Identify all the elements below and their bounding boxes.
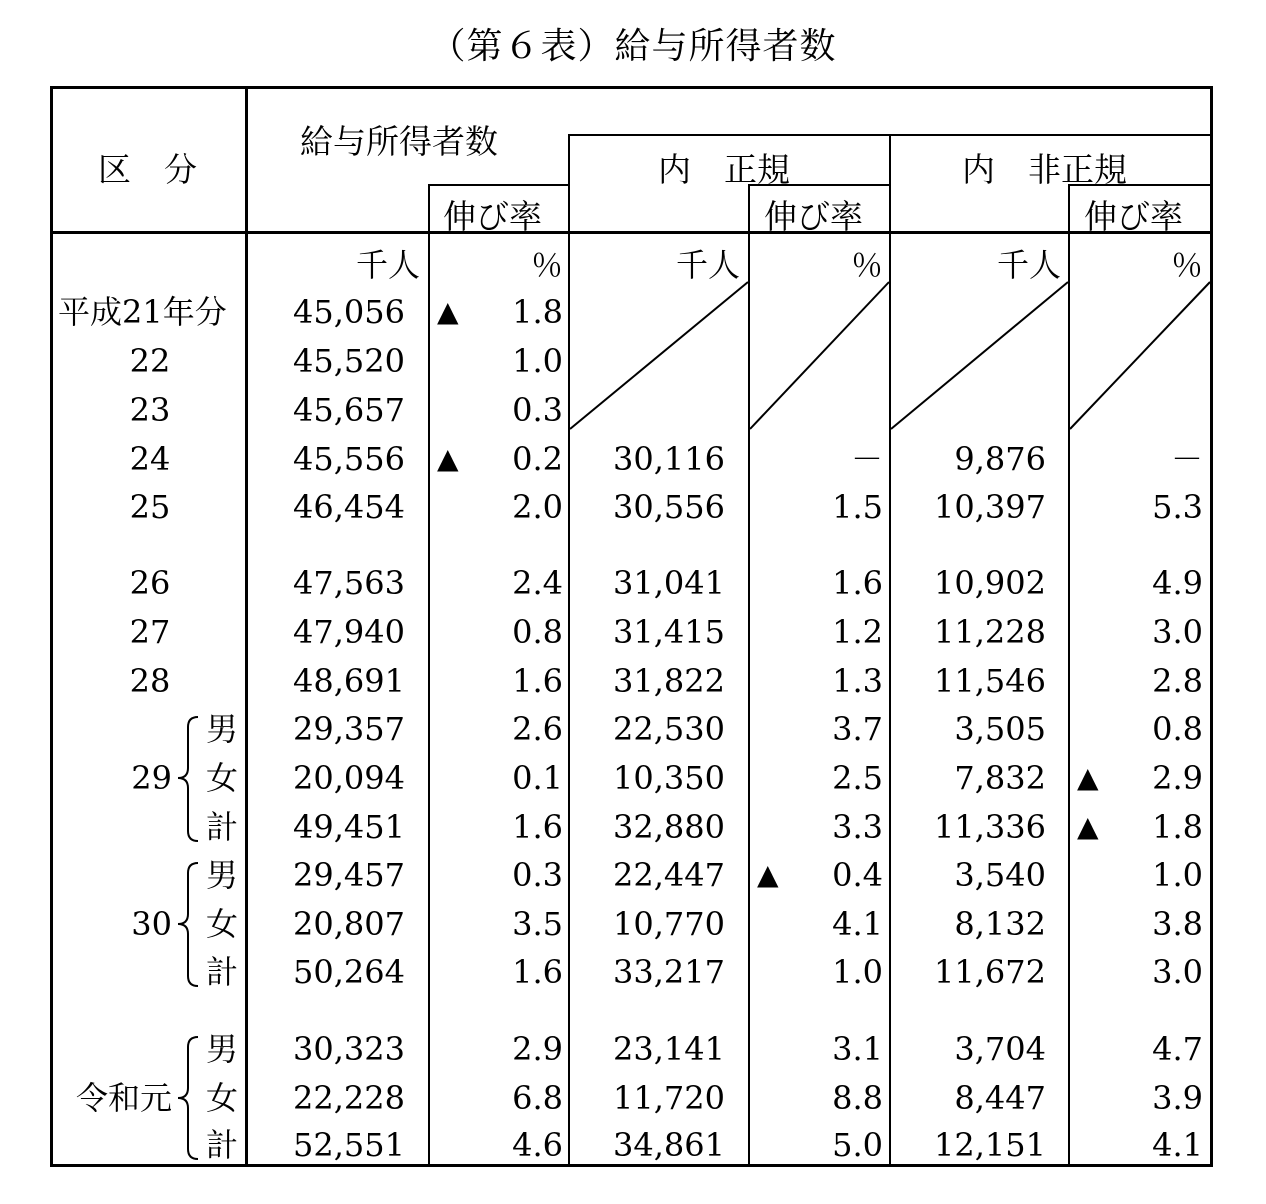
row-label: 22	[129, 342, 171, 380]
cell-nonregular: 10,397	[934, 488, 1046, 526]
negative-triangle-icon: ▲	[437, 295, 459, 328]
unit-nonregular-rate: ％	[1170, 246, 1203, 284]
page-title: （第６表）給与所得者数	[429, 26, 837, 67]
cell-total: 20,807	[293, 905, 405, 943]
brace-icon	[174, 1035, 204, 1161]
cell-total: 20,094	[293, 759, 405, 797]
cell-total-rate: 1.6	[512, 662, 563, 700]
negative-triangle-icon: ▲	[1077, 810, 1099, 843]
cell-nonregular-rate: 5.3	[1152, 488, 1203, 526]
cell-total: 47,563	[293, 564, 405, 602]
cell-nonregular-rate: 2.9	[1152, 759, 1203, 797]
cell-total: 48,691	[293, 662, 405, 700]
cell-nonregular: 10,902	[934, 564, 1046, 602]
cell-nonregular: 11,546	[934, 662, 1046, 700]
cell-total-rate: 0.3	[512, 391, 563, 429]
cell-total: 29,457	[293, 856, 405, 894]
cell-total-rate: 2.4	[512, 564, 563, 602]
negative-triangle-icon: ▲	[437, 442, 459, 475]
header-nonregular: 内 非正規	[962, 150, 1127, 189]
negative-triangle-icon: ▲	[757, 858, 779, 891]
brace-icon	[174, 715, 204, 843]
cell-total: 29,357	[293, 710, 405, 748]
cell-regular-rate: 3.3	[832, 808, 883, 846]
cell-total-rate: 1.6	[512, 808, 563, 846]
cell-regular: 22,530	[613, 710, 725, 748]
unit-total: 千人	[355, 246, 420, 284]
cell-total: 45,056	[293, 293, 405, 331]
cell-total-rate: 2.6	[512, 710, 563, 748]
cell-nonregular-rate: 3.0	[1152, 613, 1203, 651]
cell-regular-rate: 1.5	[832, 488, 883, 526]
cell-total-rate: 1.8	[512, 293, 563, 331]
cell-regular: 22,447	[613, 856, 725, 894]
header-nonregular-growth: 伸び率	[1084, 197, 1183, 236]
cell-nonregular-rate: 0.8	[1152, 710, 1203, 748]
cell-regular: 32,880	[613, 808, 725, 846]
cell-regular: 23,141	[613, 1030, 725, 1068]
header-category: 区 分	[98, 150, 197, 189]
cell-regular: 33,217	[613, 953, 725, 991]
cell-total: 45,556	[293, 440, 405, 478]
unit-regular-rate: ％	[850, 246, 883, 284]
cell-total-rate: 0.1	[512, 759, 563, 797]
row-label: 28	[129, 662, 171, 700]
cell-nonregular: 3,540	[954, 856, 1046, 894]
cell-regular-rate: 0.4	[832, 856, 883, 894]
cell-total: 52,551	[293, 1126, 405, 1164]
cell-nonregular-rate: 1.8	[1152, 808, 1203, 846]
gender-label-male: 男	[206, 1030, 239, 1068]
cell-total: 49,451	[293, 808, 405, 846]
row-label: 24	[129, 440, 171, 478]
cell-regular-rate: 2.5	[832, 759, 883, 797]
cell-nonregular-rate: 3.8	[1152, 905, 1203, 943]
header-regular: 内 正規	[658, 150, 790, 189]
cell-nonregular: 11,336	[934, 808, 1046, 846]
cell-total-rate: 0.2	[512, 440, 563, 478]
header-total: 給与所得者数	[300, 122, 498, 161]
gender-label-male: 男	[206, 710, 239, 748]
cell-regular: 11,720	[613, 1079, 725, 1117]
cell-nonregular-rate: －	[1170, 440, 1203, 478]
cell-regular: 31,822	[613, 662, 725, 700]
cell-nonregular: 3,704	[954, 1030, 1046, 1068]
cell-regular-rate: 1.6	[832, 564, 883, 602]
cell-regular-rate: 4.1	[832, 905, 883, 943]
cell-regular-rate: 3.7	[832, 710, 883, 748]
cell-regular: 10,770	[613, 905, 725, 943]
cell-nonregular-rate: 1.0	[1152, 856, 1203, 894]
cell-nonregular-rate: 2.8	[1152, 662, 1203, 700]
gender-label-total: 計	[206, 1126, 239, 1164]
cell-nonregular: 8,132	[954, 905, 1046, 943]
group-label: 30	[131, 905, 172, 943]
cell-nonregular-rate: 4.7	[1152, 1030, 1203, 1068]
cell-total-rate: 0.3	[512, 856, 563, 894]
row-label: 27	[129, 613, 171, 651]
cell-total: 47,940	[293, 613, 405, 651]
cell-nonregular-rate: 4.9	[1152, 564, 1203, 602]
cell-total-rate: 3.5	[512, 905, 563, 943]
cell-nonregular-rate: 4.1	[1152, 1126, 1203, 1164]
cell-total-rate: 1.6	[512, 953, 563, 991]
cell-nonregular: 12,151	[934, 1126, 1046, 1164]
cell-total: 45,657	[293, 391, 405, 429]
cell-total-rate: 0.8	[512, 613, 563, 651]
brace-icon	[174, 861, 204, 988]
group-label: 29	[131, 759, 172, 797]
cell-nonregular: 3,505	[954, 710, 1046, 748]
cell-regular: 10,350	[613, 759, 725, 797]
cell-regular-rate: 1.3	[832, 662, 883, 700]
header-total-growth: 伸び率	[443, 197, 542, 236]
row-label: 23	[129, 391, 171, 429]
cell-regular-rate: 1.2	[832, 613, 883, 651]
cell-total-rate: 1.0	[512, 342, 563, 380]
cell-nonregular-rate: 3.0	[1152, 953, 1203, 991]
cell-nonregular: 8,447	[954, 1079, 1046, 1117]
cell-nonregular: 11,672	[934, 953, 1046, 991]
cell-regular-rate: 1.0	[832, 953, 883, 991]
cell-regular-rate: 5.0	[832, 1126, 883, 1164]
gender-label-total: 計	[206, 808, 239, 846]
unit-nonregular: 千人	[996, 246, 1061, 284]
cell-nonregular: 9,876	[954, 440, 1046, 478]
cell-total-rate: 2.9	[512, 1030, 563, 1068]
income-earners-table	[50, 86, 1213, 1167]
cell-total: 50,264	[293, 953, 405, 991]
cell-nonregular: 7,832	[954, 759, 1046, 797]
cell-total: 45,520	[293, 342, 405, 380]
unit-total-rate: ％	[530, 246, 563, 284]
row-label: 平成21年分	[58, 293, 227, 331]
cell-regular: 31,415	[613, 613, 725, 651]
gender-label-total: 計	[206, 953, 239, 991]
cell-total-rate: 6.8	[512, 1079, 563, 1117]
group-label: 令和元	[75, 1079, 172, 1117]
row-label: 25	[129, 488, 171, 526]
cell-regular: 30,556	[613, 488, 725, 526]
cell-regular-rate: －	[850, 440, 883, 478]
unit-regular: 千人	[675, 246, 740, 284]
cell-total-rate: 4.6	[512, 1126, 563, 1164]
negative-triangle-icon: ▲	[1077, 761, 1099, 794]
gender-label-male: 男	[206, 856, 239, 894]
cell-nonregular: 11,228	[934, 613, 1046, 651]
cell-regular-rate: 3.1	[832, 1030, 883, 1068]
cell-regular: 31,041	[613, 564, 725, 602]
cell-nonregular-rate: 3.9	[1152, 1079, 1203, 1117]
row-label: 26	[129, 564, 171, 602]
cell-total: 22,228	[293, 1079, 405, 1117]
cell-total: 46,454	[293, 488, 405, 526]
cell-total: 30,323	[293, 1030, 405, 1068]
cell-total-rate: 2.0	[512, 488, 563, 526]
gender-label-female: 女	[206, 759, 239, 797]
cell-regular: 30,116	[613, 440, 725, 478]
header-regular-growth: 伸び率	[764, 197, 863, 236]
gender-label-female: 女	[206, 1079, 239, 1117]
cell-regular: 34,861	[613, 1126, 725, 1164]
cell-regular-rate: 8.8	[832, 1079, 883, 1117]
gender-label-female: 女	[206, 905, 239, 943]
